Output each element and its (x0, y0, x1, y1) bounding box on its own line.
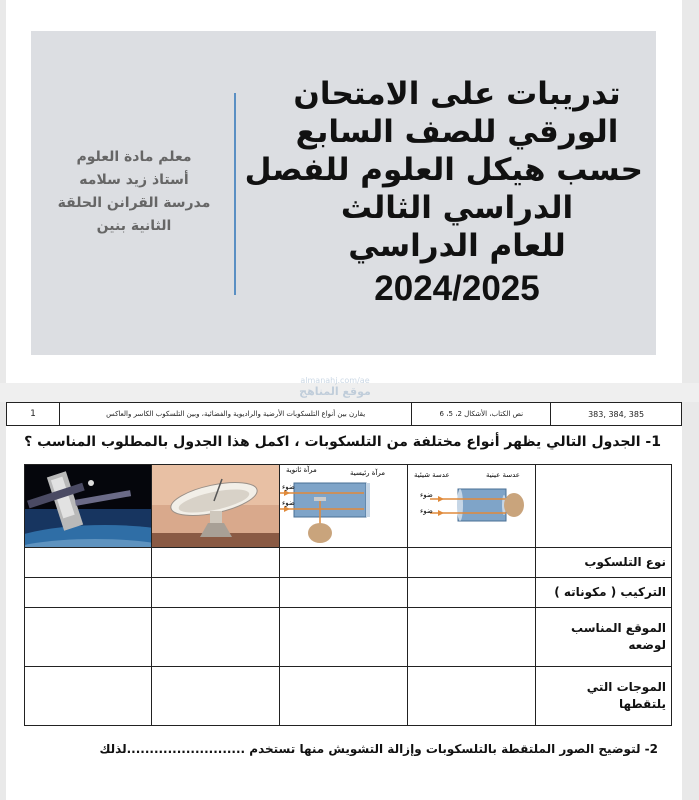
answer-cell[interactable] (408, 667, 536, 726)
telescope-table (24, 464, 672, 726)
title-year: 2024/2025 (374, 269, 540, 308)
answer-cell[interactable] (25, 608, 152, 667)
refractor-diagram-cell (408, 465, 536, 548)
table-row (25, 667, 672, 726)
answer-cell[interactable] (152, 548, 280, 578)
title-line-5: للعام الدراسي (348, 228, 566, 264)
table-row (25, 548, 672, 578)
title-line-3: حسب هيكل العلوم للفصل (244, 152, 643, 188)
teacher-line-4: الثانية بنين (96, 218, 172, 234)
image-row (25, 465, 672, 548)
teacher-line-1: معلم مادة العلوم (76, 149, 192, 165)
question-2: 2- لتوضيح الصور الملتقطة بالتلسكوبات وإزالة التشويش منها تستخدم ..........................لذلك (99, 742, 658, 756)
teacher-info (39, 146, 229, 238)
reflector-light1-label: ضوء (282, 483, 295, 491)
answer-cell[interactable] (152, 667, 280, 726)
cover-title (244, 75, 643, 311)
answer-cell[interactable] (408, 608, 536, 667)
answer-cell[interactable] (408, 578, 536, 608)
reflector-diagram-cell (280, 465, 408, 548)
teacher-line-2: أستاذ زيد سلامه (79, 172, 189, 188)
refractor-light1-label: ضوء (420, 491, 433, 499)
answer-cell[interactable] (152, 608, 280, 667)
cover-panel (31, 31, 656, 355)
answer-cell[interactable] (280, 548, 408, 578)
row-label-location: الموقع المناسب لوضعه (536, 608, 672, 667)
watermark (290, 376, 380, 406)
cover-page (6, 0, 682, 383)
refractor-lens1-label: عدسة عينية (486, 471, 520, 479)
reflector-light2-label: ضوء (282, 499, 295, 507)
title-line-1: تدريبات على الامتحان (293, 76, 621, 112)
watermark-site: موقع المناهج (299, 385, 371, 398)
answer-cell[interactable] (280, 578, 408, 608)
table-row (25, 608, 672, 667)
answer-cell[interactable] (25, 578, 152, 608)
reflector-mirror1-label: مرآة رئيسية (350, 469, 385, 477)
space-telescope-cell (25, 465, 152, 548)
empty-header-cell (536, 465, 672, 548)
teacher-line-3: مدرسة القرانن الحلقة (57, 195, 211, 211)
header-number: 1 (7, 403, 60, 425)
question-1: 1- الجدول التالي يظهر أنواع مختلفة من التلسكوبات ، اكمل هذا الجدول بالمطلوب المناسب ؟ (24, 434, 661, 450)
table-row (25, 578, 672, 608)
row-label-structure: التركيب ( مكوناته ) (536, 578, 672, 608)
radio-telescope-image (152, 465, 279, 547)
title-line-4: الدراسي الثالث (340, 190, 574, 226)
space-telescope-image (25, 465, 151, 547)
watermark-url: almanahj.com/ae (300, 376, 370, 385)
row-label-waves: الموجات التي يلتقطها (536, 667, 672, 726)
answer-cell[interactable] (25, 548, 152, 578)
answer-cell[interactable] (280, 608, 408, 667)
answer-cell[interactable] (25, 667, 152, 726)
radio-telescope-cell (152, 465, 280, 548)
header-objective: يقارن بين أنواع التلسكوبات الأرضية والراديوية والفضائية، وبين التلسكوب الكاسر والعاكس (60, 403, 412, 425)
answer-cell[interactable] (280, 667, 408, 726)
refractor-light2-label: ضوء (420, 507, 433, 515)
row-label-type: نوع التلسكوب (536, 548, 672, 578)
answer-cell[interactable] (152, 578, 280, 608)
refractor-lens2-label: عدسة شيئية (414, 471, 450, 479)
question-page (6, 402, 682, 800)
reflector-mirror2-label: مرآة ثانوية (286, 466, 317, 474)
answer-cell[interactable] (408, 548, 536, 578)
reflector-telescope-diagram (280, 465, 407, 547)
header-figures: نص الكتاب، الأشكال 2، 5، 6 (412, 403, 551, 425)
header-pages: 383, 384, 385 (588, 409, 645, 419)
title-line-2: الورقي للصف السابع (295, 114, 619, 150)
vertical-divider (234, 93, 236, 295)
